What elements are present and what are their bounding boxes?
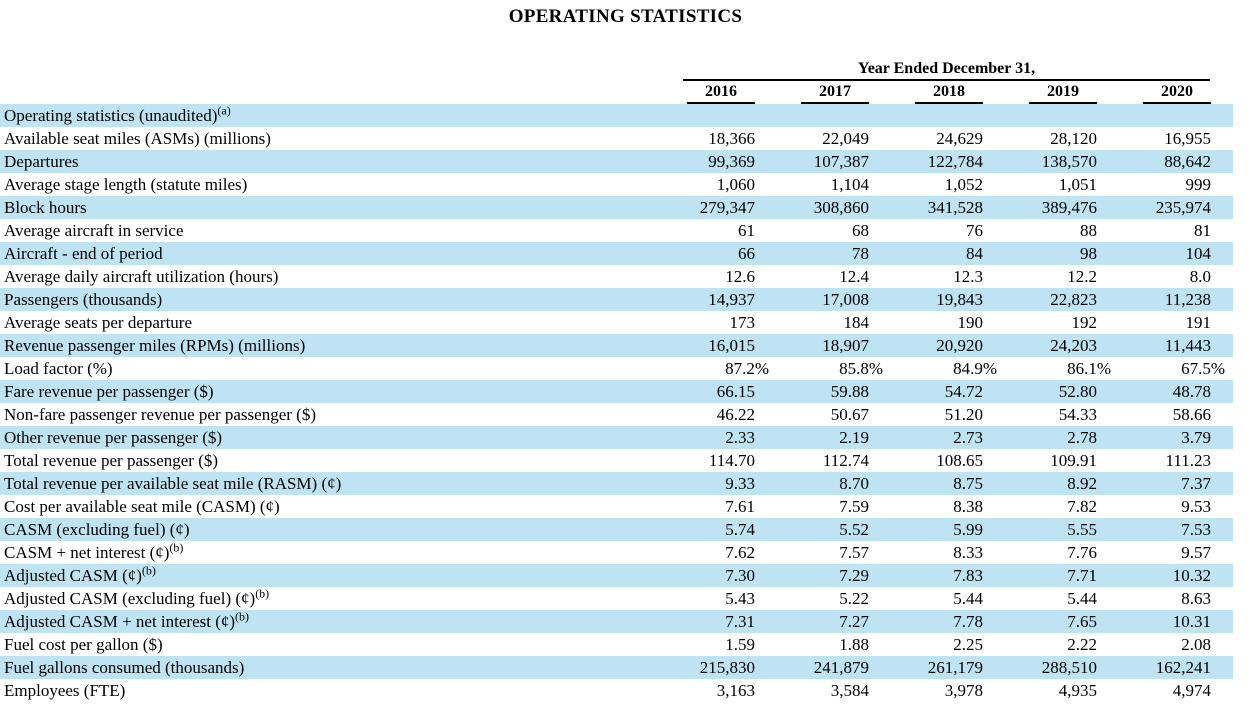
- cell-value: 12.2: [1067, 267, 1097, 286]
- year-label: 2018: [915, 84, 983, 104]
- row-label: [0, 334, 683, 357]
- table-row: [0, 679, 1233, 702]
- cell-value: 114.70: [708, 451, 755, 470]
- cell-value: 7.59: [839, 497, 869, 516]
- table-row: [0, 380, 1233, 403]
- row-label-text: Load factor (%): [4, 359, 113, 378]
- cell-value: 389,476: [1041, 198, 1097, 217]
- cell-value: 14,937: [708, 290, 755, 309]
- cell-value: [891, 104, 1005, 127]
- cell-value: 1,060: [716, 175, 755, 194]
- year-label: 2019: [1029, 84, 1097, 104]
- cell-value: 5.44: [953, 589, 983, 608]
- cell-value: 61: [738, 221, 755, 240]
- cell-value: 17,008: [822, 290, 869, 309]
- table-row: [0, 242, 1233, 265]
- cell-value: 5.52: [839, 520, 869, 539]
- cell-value: [1005, 104, 1119, 127]
- period-header-spacer: [0, 61, 683, 81]
- cell-value: 54.33: [1058, 405, 1097, 424]
- year-header-cell: [683, 81, 777, 104]
- footnote-ref: (b): [169, 540, 184, 555]
- cell-value: 12.4: [839, 267, 869, 286]
- table-row: [0, 265, 1233, 288]
- cell-value: 4,974: [1172, 681, 1212, 700]
- cell-value: 8.75: [953, 474, 983, 493]
- table-row: [0, 150, 1233, 173]
- cell-value: 8.33: [953, 543, 983, 562]
- row-label: [0, 656, 683, 679]
- cell-value: 28,120: [1050, 129, 1097, 148]
- row-label-text: Operating statistics (unaudited): [4, 106, 218, 125]
- row-label: [0, 472, 683, 495]
- table-row: [0, 472, 1233, 495]
- row-label: [0, 495, 683, 518]
- cell-value: 7.30: [725, 566, 755, 585]
- row-label-text: Non-fare passenger revenue per passenger ($): [4, 405, 316, 424]
- year-header-cell: [1119, 81, 1233, 104]
- cell-value: 19,843: [936, 290, 983, 309]
- cell-value: 2.22: [1067, 635, 1097, 654]
- table-row: [0, 311, 1233, 334]
- cell-value: 52.80: [1058, 382, 1097, 401]
- table-row: [0, 403, 1233, 426]
- cell-value: 66: [738, 244, 755, 263]
- cell-value: 104: [1185, 244, 1212, 263]
- cell-value: 78: [852, 244, 869, 263]
- cell-value: 215,830: [699, 658, 755, 677]
- cell-value: 192: [1071, 313, 1097, 332]
- cell-value: 12.3: [953, 267, 983, 286]
- row-label-text: Average seats per departure: [4, 313, 192, 332]
- cell-value: 7.53: [1181, 520, 1212, 539]
- table-row: [0, 518, 1233, 541]
- row-label-text: Block hours: [4, 198, 87, 217]
- cell-value: 7.27: [839, 612, 869, 631]
- cell-value: 99,369: [708, 152, 755, 171]
- row-label-text: Total revenue per available seat mile (RASM) (¢): [4, 474, 342, 493]
- cell-value: 2.19: [839, 428, 869, 447]
- cell-value: 7.61: [725, 497, 755, 516]
- cell-value: 308,860: [813, 198, 869, 217]
- cell-value: [777, 104, 891, 127]
- table-row: [0, 541, 1233, 564]
- row-label-text: Revenue passenger miles (RPMs) (millions): [4, 336, 306, 355]
- cell-value: 3,978: [944, 681, 983, 700]
- row-label-text: Adjusted CASM (excluding fuel) (¢): [4, 589, 256, 608]
- cell-value: 8.63: [1181, 589, 1212, 608]
- row-label: [0, 541, 683, 564]
- row-label: [0, 518, 683, 541]
- cell-value: 24,203: [1050, 336, 1097, 355]
- cell-value: 1,051: [1058, 175, 1097, 194]
- cell-value: 1.88: [839, 635, 869, 654]
- cell-value: 85.8%: [839, 359, 883, 378]
- cell-value: 5.22: [839, 589, 869, 608]
- year-header-cell: [891, 81, 1005, 104]
- table-row: [0, 610, 1233, 633]
- table-row: [0, 104, 1233, 127]
- row-label: [0, 357, 683, 380]
- cell-value: 87.2%: [725, 359, 769, 378]
- row-label: [0, 587, 683, 610]
- cell-value: 16,015: [708, 336, 755, 355]
- cell-value: 2.25: [953, 635, 983, 654]
- cell-value: 81: [1194, 221, 1212, 240]
- cell-value: 5.99: [953, 520, 983, 539]
- cell-value: 341,528: [927, 198, 983, 217]
- year-header-spacer: [0, 81, 683, 104]
- cell-value: 999: [1185, 175, 1212, 194]
- year-header-row: [0, 81, 1233, 104]
- cell-value: 190: [957, 313, 983, 332]
- cell-value: 8.0: [1189, 267, 1212, 286]
- row-label: [0, 219, 683, 242]
- cell-value: 5.44: [1067, 589, 1097, 608]
- cell-value: 7.82: [1067, 497, 1097, 516]
- table-row: [0, 127, 1233, 150]
- cell-value: 4,935: [1058, 681, 1097, 700]
- row-label-text: Departures: [4, 152, 79, 171]
- cell-value: [683, 104, 777, 127]
- year-label: 2020: [1143, 84, 1211, 104]
- cell-value: 11,443: [1164, 336, 1212, 355]
- cell-value: 84.9%: [953, 359, 997, 378]
- row-label-text: Average stage length (statute miles): [4, 175, 248, 194]
- row-label: [0, 564, 683, 587]
- cell-value: 2.33: [725, 428, 755, 447]
- cell-value: 7.57: [839, 543, 869, 562]
- row-label: [0, 311, 683, 334]
- footnote-ref: (b): [141, 563, 156, 578]
- cell-value: 86.1%: [1067, 359, 1111, 378]
- cell-value: 9.53: [1181, 497, 1212, 516]
- cell-value: 122,784: [927, 152, 983, 171]
- row-label: [0, 403, 683, 426]
- cell-value: 7.65: [1067, 612, 1097, 631]
- table-row: [0, 334, 1233, 357]
- footnote-ref: (a): [217, 103, 231, 118]
- cell-value: 12.6: [725, 267, 755, 286]
- row-label-text: Adjusted CASM + net interest (¢): [4, 612, 236, 631]
- cell-value: 7.29: [839, 566, 869, 585]
- row-label-text: Fare revenue per passenger ($): [4, 382, 214, 401]
- year-header-cell: [1005, 81, 1119, 104]
- footnote-ref: (b): [255, 586, 270, 601]
- row-label-text: Adjusted CASM (¢): [4, 566, 142, 585]
- cell-value: 98: [1080, 244, 1097, 263]
- cell-value: 1,052: [944, 175, 983, 194]
- table-body: [0, 104, 1233, 702]
- cell-value: 46.22: [716, 405, 755, 424]
- cell-value: 76: [966, 221, 983, 240]
- cell-value: 235,974: [1155, 198, 1212, 217]
- row-label: [0, 610, 683, 633]
- cell-value: 261,179: [927, 658, 983, 677]
- cell-value: 88: [1080, 221, 1097, 240]
- cell-value: 18,907: [822, 336, 869, 355]
- cell-value: 20,920: [936, 336, 983, 355]
- cell-value: 173: [729, 313, 755, 332]
- cell-value: 8.70: [839, 474, 869, 493]
- table-row: [0, 495, 1233, 518]
- row-label: [0, 173, 683, 196]
- cell-value: 2.73: [953, 428, 983, 447]
- table-row: [0, 587, 1233, 610]
- table-row: [0, 288, 1233, 311]
- cell-value: 1.59: [725, 635, 755, 654]
- table-row: [0, 357, 1233, 380]
- cell-value: 7.78: [953, 612, 983, 631]
- cell-value: 8.38: [953, 497, 983, 516]
- year-header-cell: [777, 81, 891, 104]
- table-row: [0, 173, 1233, 196]
- row-label: [0, 633, 683, 656]
- cell-value: 7.62: [725, 543, 755, 562]
- cell-value: 68: [852, 221, 869, 240]
- row-label-text: Employees (FTE): [4, 681, 126, 700]
- row-label: [0, 242, 683, 265]
- row-label-text: CASM (excluding fuel) (¢): [4, 520, 190, 539]
- cell-value: 138,570: [1041, 152, 1097, 171]
- cell-value: 7.76: [1067, 543, 1097, 562]
- row-label-text: Average aircraft in service: [4, 221, 184, 240]
- row-label-text: Cost per available seat mile (CASM) (¢): [4, 497, 280, 516]
- row-label-text: Available seat miles (ASMs) (millions): [4, 129, 271, 148]
- cell-value: 3.79: [1181, 428, 1212, 447]
- cell-value: 5.43: [725, 589, 755, 608]
- cell-value: 3,163: [716, 681, 755, 700]
- table-row: [0, 196, 1233, 219]
- cell-value: 66.15: [716, 382, 755, 401]
- cell-value: 109.91: [1050, 451, 1097, 470]
- cell-value: 88,642: [1164, 152, 1212, 171]
- cell-value: 10.31: [1172, 612, 1212, 631]
- cell-value: 162,241: [1155, 658, 1212, 677]
- row-label-text: Total revenue per passenger ($): [4, 451, 219, 470]
- cell-value: 241,879: [813, 658, 869, 677]
- table-row: [0, 564, 1233, 587]
- cell-value: 191: [1185, 313, 1212, 332]
- cell-value: 279,347: [699, 198, 755, 217]
- row-label: [0, 196, 683, 219]
- cell-value: 184: [843, 313, 869, 332]
- cell-value: 107,387: [813, 152, 869, 171]
- row-label: [0, 449, 683, 472]
- row-label: [0, 150, 683, 173]
- cell-value: 18,366: [708, 129, 755, 148]
- cell-value: 10.32: [1172, 566, 1212, 585]
- year-label: 2016: [687, 84, 755, 104]
- row-label: [0, 265, 683, 288]
- row-label-text: Aircraft - end of period: [4, 244, 163, 263]
- period-header-row: [0, 61, 1233, 81]
- cell-value: 84: [966, 244, 983, 263]
- cell-value: 7.83: [953, 566, 983, 585]
- period-header-cell: [683, 61, 1233, 81]
- cell-value: 58.66: [1172, 405, 1212, 424]
- row-label: [0, 127, 683, 150]
- row-label: [0, 104, 683, 127]
- cell-value: 48.78: [1172, 382, 1212, 401]
- cell-value: 7.37: [1181, 474, 1212, 493]
- table-row: [0, 449, 1233, 472]
- cell-value: 22,049: [822, 129, 869, 148]
- cell-value: 11,238: [1164, 290, 1212, 309]
- cell-value: 54.72: [944, 382, 983, 401]
- row-label-text: Fuel cost per gallon ($): [4, 635, 163, 654]
- table-row: [0, 656, 1233, 679]
- row-label-text: Fuel gallons consumed (thousands): [4, 658, 245, 677]
- cell-value: 50.67: [830, 405, 869, 424]
- cell-value: 111.23: [1165, 451, 1212, 470]
- operating-statistics-table: [0, 61, 1233, 702]
- cell-value: 3,584: [830, 681, 869, 700]
- row-label-text: Other revenue per passenger ($): [4, 428, 223, 447]
- cell-value: 9.33: [725, 474, 755, 493]
- table-row: [0, 219, 1233, 242]
- cell-value: 5.55: [1067, 520, 1097, 539]
- cell-value: 2.08: [1181, 635, 1212, 654]
- page-title: OPERATING STATISTICS: [508, 6, 743, 27]
- row-label-text: CASM + net interest (¢): [4, 543, 170, 562]
- cell-value: 7.31: [725, 612, 755, 631]
- cell-value: 22,823: [1050, 290, 1097, 309]
- cell-value: 24,629: [936, 129, 983, 148]
- cell-value: 5.74: [725, 520, 755, 539]
- cell-value: 67.5%: [1181, 359, 1226, 378]
- row-label: [0, 380, 683, 403]
- cell-value: 59.88: [830, 382, 869, 401]
- period-header: Year Ended December 31,: [683, 61, 1210, 81]
- cell-value: 9.57: [1181, 543, 1212, 562]
- table-row: [0, 633, 1233, 656]
- cell-value: 51.20: [944, 405, 983, 424]
- row-label: [0, 679, 683, 702]
- row-label: [0, 288, 683, 311]
- cell-value: 108.65: [936, 451, 983, 470]
- row-label: [0, 426, 683, 449]
- cell-value: 112.74: [822, 451, 869, 470]
- cell-value: 8.92: [1067, 474, 1097, 493]
- cell-value: 7.71: [1067, 566, 1097, 585]
- row-label-text: Passengers (thousands): [4, 290, 163, 309]
- cell-value: [1119, 104, 1233, 127]
- row-label-text: Average daily aircraft utilization (hours): [4, 267, 279, 286]
- footnote-ref: (b): [235, 609, 250, 624]
- cell-value: 2.78: [1067, 428, 1097, 447]
- year-label: 2017: [801, 84, 869, 104]
- cell-value: 1,104: [830, 175, 869, 194]
- cell-value: 288,510: [1041, 658, 1097, 677]
- table-row: [0, 426, 1233, 449]
- cell-value: 16,955: [1164, 129, 1212, 148]
